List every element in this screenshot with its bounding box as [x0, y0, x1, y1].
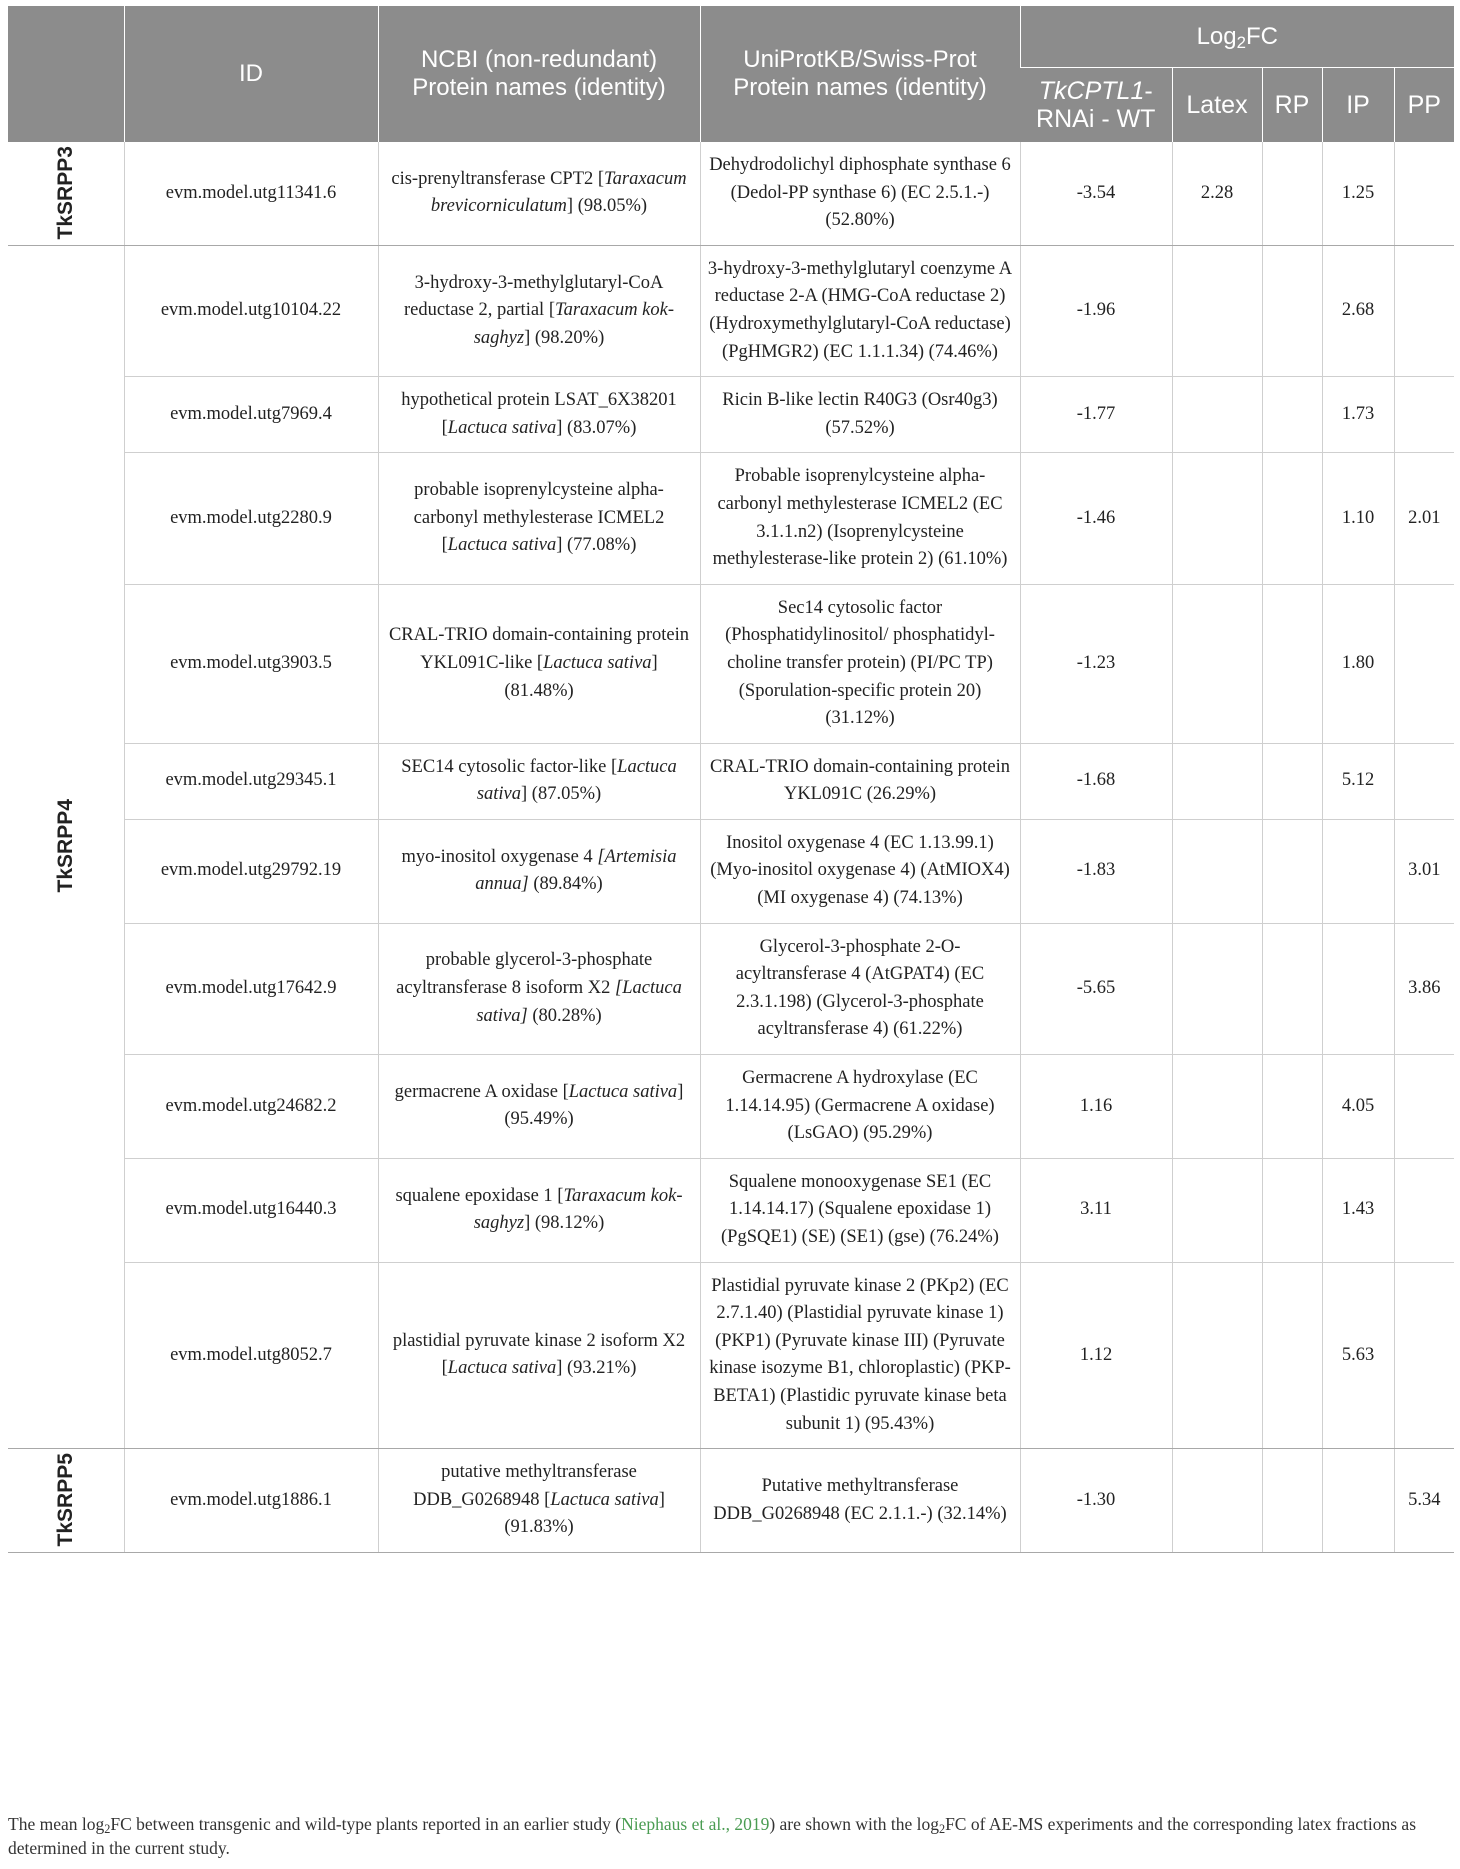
ip-cell: [1322, 819, 1394, 923]
pp-cell: [1394, 1158, 1454, 1262]
rnai-cell: 1.16: [1020, 1055, 1172, 1159]
header-ncbi: NCBI (non-redundant) Protein names (identity): [378, 6, 700, 142]
species-name: Lactuca sativa: [543, 652, 652, 673]
table-row: [8, 453, 1454, 584]
ncbi-cell: [378, 743, 700, 819]
group-label-cell: [8, 245, 124, 1448]
species-name: Lactuca sativa: [447, 417, 557, 438]
uniprot-cell: CRAL-TRIO domain-containing protein YKL091C (26.29%): [700, 743, 1020, 819]
ncbi-text: CRAL-TRIO domain-containing protein YKL091C-like [: [388, 625, 690, 673]
ip-cell: 1.43: [1322, 1158, 1394, 1262]
rp-cell: [1262, 1158, 1322, 1262]
uniprot-cell: Ricin B-like lectin R40G3 (Osr40g3) (57.52%): [700, 377, 1020, 453]
ncbi-text: probable glycerol-3-phosphate acyltransferase 8 isoform X2: [396, 950, 653, 999]
id-cell: evm.model.utg11341.6: [124, 142, 378, 245]
species-name: Lactuca sativa: [550, 1489, 659, 1510]
rp-cell: [1262, 743, 1322, 819]
rp-cell: [1262, 1449, 1322, 1553]
ncbi-text: cis-prenyltransferase CPT2 [: [391, 168, 605, 189]
rp-cell: [1262, 453, 1322, 584]
latex-cell: [1172, 245, 1262, 376]
table-footnote: The mean $\log_2FC$ between transgenic and wild-type plants reported in an earlier study (Niephaus et al., 2019) are shown with the $\log_2FC$ of AE-MS experiments and the corresponding latex fractions as determined in the current study.: [8, 1814, 1417, 1858]
ncbi-text: plastidial pyruvate kinase 2 isoform X2 [: [392, 1330, 686, 1379]
rnai-cell: -1.77: [1020, 377, 1172, 453]
id-cell: evm.model.utg24682.2: [124, 1055, 378, 1159]
rnai-cell: 1.12: [1020, 1262, 1172, 1449]
latex-cell: [1172, 1055, 1262, 1159]
latex-cell: [1172, 377, 1262, 453]
uniprot-cell: Plastidial pyruvate kinase 2 (PKp2) (EC 2.7.1.40) (Plastidial pyruvate kinase 1) (PKP1) (Pyruvate kinase III) (Pyruvate kinase isozyme B1, chloroplastic) (PKP-BETA1) (Plastidic pyruvate kinase beta subunit 1) (95.43%): [700, 1262, 1020, 1449]
header-log2fc: Log$_2$FC: [1020, 6, 1454, 68]
ncbi-text: SEC14 cytosolic factor-like [: [401, 756, 618, 777]
group-label: TkSRPP4: [53, 799, 77, 893]
header-latex: Latex: [1172, 68, 1262, 143]
header-group-blank: [8, 6, 124, 142]
pp-cell: 2.01: [1394, 453, 1454, 584]
pp-cell: 5.34: [1394, 1449, 1454, 1553]
id-cell: evm.model.utg10104.22: [124, 245, 378, 376]
species-name: Lactuca sativa: [568, 1081, 678, 1102]
id-cell: evm.model.utg17642.9: [124, 923, 378, 1054]
table-row: [8, 1262, 1454, 1449]
rp-cell: [1262, 819, 1322, 923]
table-row: [8, 377, 1454, 453]
rnai-cell: -3.54: [1020, 142, 1172, 245]
ncbi-text: ] (87.05%): [521, 784, 602, 805]
ncbi-text: ] (93.21%): [556, 1358, 637, 1379]
uniprot-cell: Glycerol-3-phosphate 2-O-acyltransferase 4 (AtGPAT4) (EC 2.3.1.198) (Glycerol-3-phosphate acyltransferase 4) (61.22%): [700, 923, 1020, 1054]
ip-cell: 2.68: [1322, 245, 1394, 376]
species-name: Taraxacum brevicorniculatum: [430, 168, 687, 217]
latex-cell: [1172, 923, 1262, 1054]
rp-cell: [1262, 1262, 1322, 1449]
uniprot-cell: Sec14 cytosolic factor (Phosphatidylinositol/ phosphatidyl-choline transfer protein) (PI/PC TP) (Sporulation-specific protein 20) (31.12%): [700, 584, 1020, 743]
rnai-cell: -1.96: [1020, 245, 1172, 376]
table-row: [8, 1449, 1454, 1553]
rp-cell: [1262, 245, 1322, 376]
header-id: ID: [124, 6, 378, 142]
ncbi-cell: [378, 1055, 700, 1159]
ncbi-text: ] (98.20%): [524, 327, 605, 348]
table-row: [8, 819, 1454, 923]
group-label: TkSRPP5: [53, 1452, 77, 1547]
species-name: Taraxacum kok-saghyz: [473, 300, 675, 348]
uniprot-cell: Probable isoprenylcysteine alpha-carbonyl methylesterase ICMEL2 (EC 3.1.1.n2) (Isoprenylcysteine methylesterase-like protein 2) (61.10%): [700, 453, 1020, 584]
header-pp: PP: [1394, 68, 1454, 143]
id-cell: evm.model.utg29345.1: [124, 743, 378, 819]
ncbi-text: putative methyltransferase DDB_G0268948 [: [413, 1462, 637, 1510]
uniprot-cell: Squalene monooxygenase SE1 (EC 1.14.14.17) (Squalene epoxidase 1) (PgSQE1) (SE) (SE1) (gse) (76.24%): [700, 1158, 1020, 1262]
pp-cell: [1394, 245, 1454, 376]
ncbi-text: myo-inositol oxygenase 4: [401, 846, 598, 867]
protein-table: [8, 6, 1454, 1553]
table-row: [8, 1158, 1454, 1262]
rnai-cell: -5.65: [1020, 923, 1172, 1054]
rnai-cell: -1.30: [1020, 1449, 1172, 1553]
header-rp: RP: [1262, 68, 1322, 143]
rp-cell: [1262, 142, 1322, 245]
citation-link[interactable]: Niephaus et al., 2019: [621, 1814, 770, 1834]
uniprot-cell: Putative methyltransferase DDB_G0268948 (EC 2.1.1.-) (32.14%): [700, 1449, 1020, 1553]
ncbi-text: (89.84%): [528, 874, 603, 895]
species-name: Lactuca sativa: [476, 756, 677, 805]
latex-cell: [1172, 819, 1262, 923]
rp-cell: [1262, 1055, 1322, 1159]
pp-cell: [1394, 142, 1454, 245]
ncbi-cell: [378, 142, 700, 245]
table-row: [8, 245, 1454, 376]
latex-cell: [1172, 584, 1262, 743]
species-name: [Lactuca sativa]: [476, 978, 682, 1026]
id-cell: evm.model.utg1886.1: [124, 1449, 378, 1553]
pp-cell: [1394, 1262, 1454, 1449]
ip-cell: [1322, 1449, 1394, 1553]
rnai-cell: -1.83: [1020, 819, 1172, 923]
uniprot-cell: Germacrene A hydroxylase (EC 1.14.14.95) (Germacrene A oxidase) (LsGAO) (95.29%): [700, 1055, 1020, 1159]
rnai-cell: -1.46: [1020, 453, 1172, 584]
ncbi-text: hypothetical protein LSAT_6X38201 [: [401, 390, 677, 438]
table-body: [8, 142, 1454, 1552]
latex-cell: [1172, 453, 1262, 584]
ncbi-cell: [378, 453, 700, 584]
ncbi-cell: [378, 584, 700, 743]
pp-cell: [1394, 743, 1454, 819]
rnai-cell: -1.68: [1020, 743, 1172, 819]
group-label-cell: [8, 142, 124, 245]
ncbi-text: ] (98.12%): [524, 1213, 605, 1234]
latex-cell: [1172, 743, 1262, 819]
pp-cell: [1394, 377, 1454, 453]
id-cell: evm.model.utg3903.5: [124, 584, 378, 743]
header-ip: IP: [1322, 68, 1394, 143]
id-cell: evm.model.utg8052.7: [124, 1262, 378, 1449]
id-cell: evm.model.utg2280.9: [124, 453, 378, 584]
ncbi-text: probable isoprenylcysteine alpha-carbonyl methylesterase ICMEL2 [: [413, 480, 665, 556]
rp-cell: [1262, 377, 1322, 453]
ncbi-text: ] (98.05%): [566, 196, 648, 217]
ncbi-cell: [378, 819, 700, 923]
id-cell: evm.model.utg7969.4: [124, 377, 378, 453]
ncbi-cell: [378, 1158, 700, 1262]
group-label: TkSRPP3: [53, 145, 77, 240]
ip-cell: 1.80: [1322, 584, 1394, 743]
ncbi-text: (80.28%): [527, 1005, 602, 1026]
latex-cell: [1172, 1449, 1262, 1553]
ncbi-text: ] (83.07%): [556, 417, 637, 438]
rnai-cell: 3.11: [1020, 1158, 1172, 1262]
ncbi-text: ] (95.49%): [504, 1081, 684, 1130]
ncbi-text: 3-hydroxy-3-methylglutaryl-CoA reductase 2, partial [: [403, 272, 664, 321]
species-name: Lactuca sativa: [447, 1358, 557, 1379]
species-name: Lactuca sativa: [447, 535, 557, 556]
latex-cell: [1172, 1262, 1262, 1449]
header-uniprot: UniProtKB/Swiss-Prot Protein names (identity): [700, 6, 1020, 142]
id-cell: evm.model.utg16440.3: [124, 1158, 378, 1262]
latex-cell: 2.28: [1172, 142, 1262, 245]
rp-cell: [1262, 584, 1322, 743]
ncbi-cell: [378, 377, 700, 453]
table-row: [8, 584, 1454, 743]
ncbi-text: ] (77.08%): [556, 535, 637, 556]
ncbi-cell: [378, 1262, 700, 1449]
ncbi-cell: [378, 245, 700, 376]
rp-cell: [1262, 923, 1322, 1054]
table-row: [8, 923, 1454, 1054]
species-name: [Artemisia annua]: [475, 846, 677, 895]
ip-cell: 4.05: [1322, 1055, 1394, 1159]
pp-cell: 3.01: [1394, 819, 1454, 923]
ncbi-text: squalene epoxidase 1 [: [395, 1185, 564, 1206]
ncbi-text: ] (81.48%): [504, 652, 658, 701]
table-row: [8, 142, 1454, 245]
ncbi-text: germacrene A oxidase [: [394, 1081, 569, 1102]
ncbi-cell: [378, 1449, 700, 1553]
pp-cell: [1394, 584, 1454, 743]
group-label-cell: [8, 1449, 124, 1553]
rnai-cell: -1.23: [1020, 584, 1172, 743]
uniprot-cell: Dehydrodolichyl diphosphate synthase 6 (Dedol-PP synthase 6) (EC 2.5.1.-) (52.80%): [700, 142, 1020, 245]
ip-cell: 5.63: [1322, 1262, 1394, 1449]
pp-cell: 3.86: [1394, 923, 1454, 1054]
ncbi-text: ] (91.83%): [504, 1489, 665, 1538]
uniprot-cell: 3-hydroxy-3-methylglutaryl coenzyme A reductase 2-A (HMG-CoA reductase 2) (Hydroxymethylglutaryl-CoA reductase) (PgHMGR2) (EC 1.1.1.34) (74.46%): [700, 245, 1020, 376]
id-cell: evm.model.utg29792.19: [124, 819, 378, 923]
latex-cell: [1172, 1158, 1262, 1262]
uniprot-cell: Inositol oxygenase 4 (EC 1.13.99.1) (Myo-inositol oxygenase 4) (AtMIOX4) (MI oxygenase 4) (74.13%): [700, 819, 1020, 923]
ncbi-cell: [378, 923, 700, 1054]
ip-cell: 5.12: [1322, 743, 1394, 819]
ip-cell: 1.10: [1322, 453, 1394, 584]
header-tkcptl1-rnai: TkCPTL1- RNAi - WT: [1020, 68, 1172, 143]
ip-cell: 1.73: [1322, 377, 1394, 453]
ip-cell: 1.25: [1322, 142, 1394, 245]
species-name: Taraxacum kok-saghyz: [473, 1185, 683, 1234]
table-row: [8, 1055, 1454, 1159]
ip-cell: [1322, 923, 1394, 1054]
pp-cell: [1394, 1055, 1454, 1159]
table-row: [8, 743, 1454, 819]
